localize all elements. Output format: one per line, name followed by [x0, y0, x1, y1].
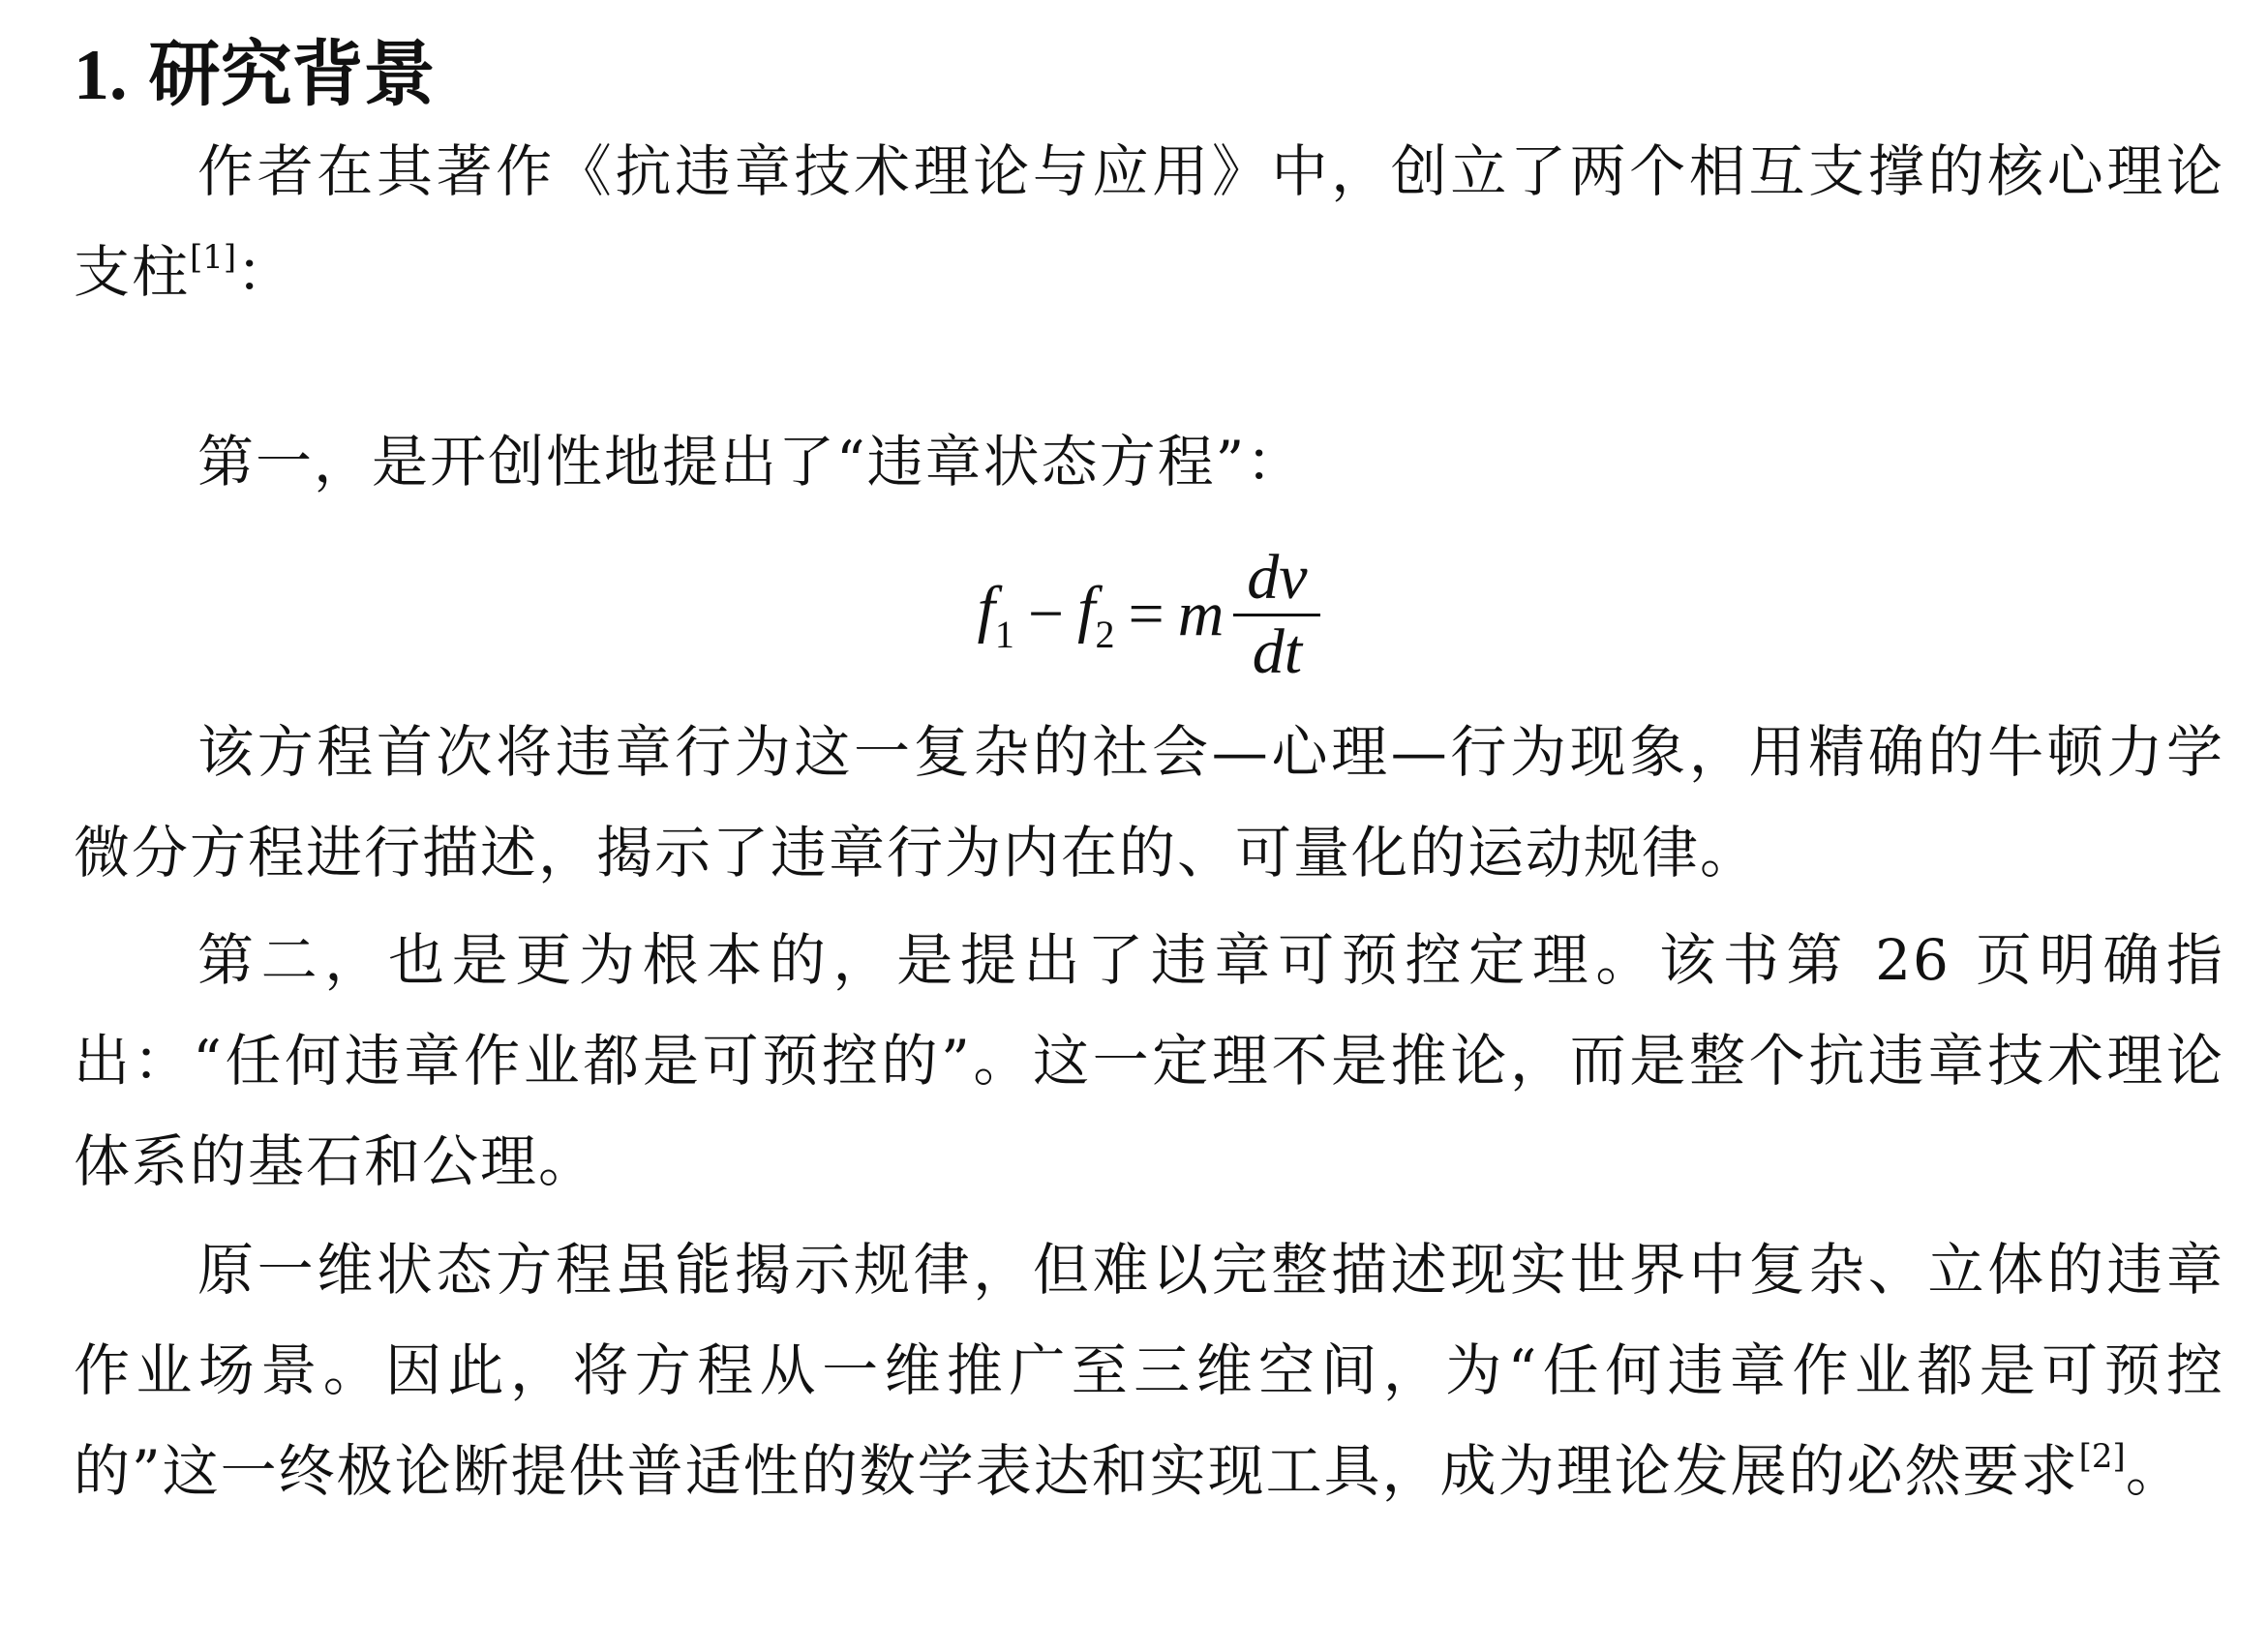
paragraph-intro: [74, 121, 2224, 322]
eq-f2: $f_2$: [1077, 573, 1115, 656]
section-title: 研究背景: [148, 33, 436, 116]
state-equation: [74, 542, 2224, 687]
paragraph-intro-text: 作者在其著作《抗违章技术理论与应用》中，创立了两个相互支撑的核心理论支柱: [74, 138, 2224, 305]
section-number: 1.: [74, 36, 128, 115]
paragraph-extension-text: 原一维状态方程虽能揭示规律，但难以完整描述现实世界中复杂、立体的违章作业场景。因此，将方程从一维推广至三维空间，为“任何违章作业都是可预控的”这一终极论断提供普适性的数学表达和实现工具，成为理论发展的必然要求: [74, 1237, 2224, 1504]
eq-numerator: dv: [1247, 541, 1308, 613]
paragraph-extension: [74, 1219, 2224, 1521]
eq-derivative: [1233, 541, 1320, 687]
eq-mass: m: [1177, 579, 1225, 649]
eq-f1: $f_1$: [977, 573, 1014, 656]
paragraph-intro-tail: ：: [236, 239, 295, 305]
citation-ref-1[interactable]: [1]: [190, 238, 237, 277]
citation-ref-2[interactable]: [2]: [2078, 1437, 2126, 1476]
paragraph-equation-explanation: 该方程首次将违章行为这一复杂的社会—心理—行为现象，用精确的牛顿力学微分方程进行描述，揭示了违章行为内在的、可量化的运动规律。: [74, 719, 2224, 886]
eq-denominator: dt: [1252, 615, 1303, 687]
eq-minus: −: [1027, 579, 1065, 649]
section-heading: [74, 21, 436, 129]
paragraph-second-point: 第二，也是更为根本的，是提出了违章可预控定理。该书第 26 页明确指出：“任何违章作业都是可预控的”。这一定理不是推论，而是整个抗违章技术理论体系的基石和公理。: [74, 927, 2224, 1194]
eq-equals: =: [1128, 579, 1164, 649]
paragraph-first-point: 第一，是开创性地提出了“违章状态方程”：: [197, 429, 1305, 495]
paragraph-extension-tail: 。: [2125, 1438, 2184, 1504]
